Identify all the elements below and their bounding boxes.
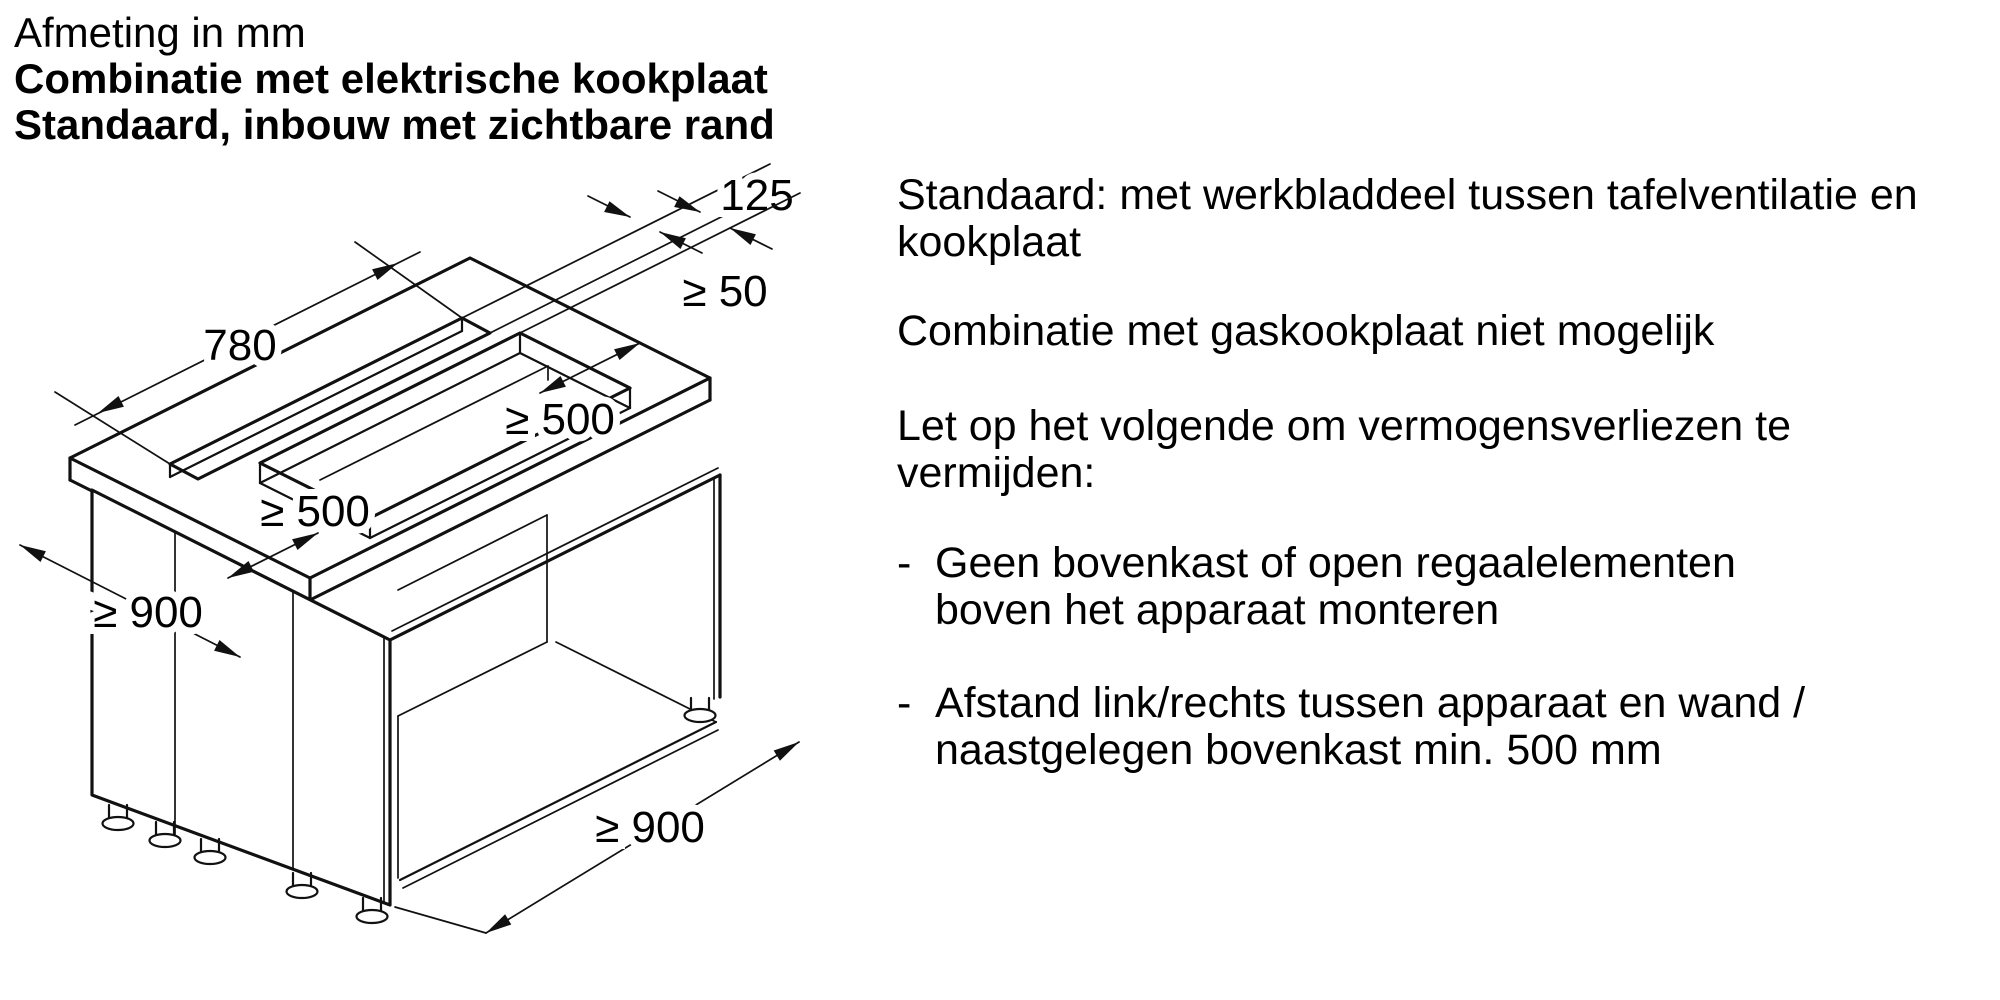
dim-label-50: ≥ 50 bbox=[682, 267, 768, 316]
note-gaskookplaat: Combinatie met gaskookplaat niet mogelijk bbox=[897, 307, 1715, 355]
dim-label-500-right: ≥ 500 bbox=[505, 395, 615, 444]
dim-label-500-left: ≥ 500 bbox=[260, 487, 370, 536]
title-line-2: Standaard, inbouw met zichtbare rand bbox=[14, 101, 775, 148]
title-line-1: Combinatie met elektrische kookplaat bbox=[14, 55, 768, 102]
dim-label-900-width: ≥ 900 bbox=[595, 803, 705, 852]
bullet-text: Geen bovenkast of open regaalelementen boven het apparaat monteren bbox=[935, 539, 1736, 634]
note-standaard: Standaard: met werkbladdeel tussen tafelventilatie en kookplaat bbox=[897, 171, 1918, 266]
dimension-900-width bbox=[395, 742, 799, 933]
dim-label-125: 125 bbox=[720, 171, 794, 220]
units-note: Afmeting in mm bbox=[14, 9, 306, 56]
foot bbox=[685, 698, 716, 722]
bullet-marker: - bbox=[897, 539, 912, 587]
bullet-afstand bbox=[897, 680, 1950, 774]
bullet-text: Afstand link/rechts tussen apparaat en wand / naastgelegen bovenkast min. 500 mm bbox=[935, 679, 1806, 774]
bullet-bovenkast bbox=[897, 540, 1815, 634]
note-letop: Let op het volgende om vermogensverliezen te vermijden: bbox=[897, 402, 1791, 497]
dim-label-900-height: ≥ 900 bbox=[93, 588, 203, 637]
bullet-marker: - bbox=[897, 679, 912, 727]
dim-label-780: 780 bbox=[203, 321, 277, 370]
